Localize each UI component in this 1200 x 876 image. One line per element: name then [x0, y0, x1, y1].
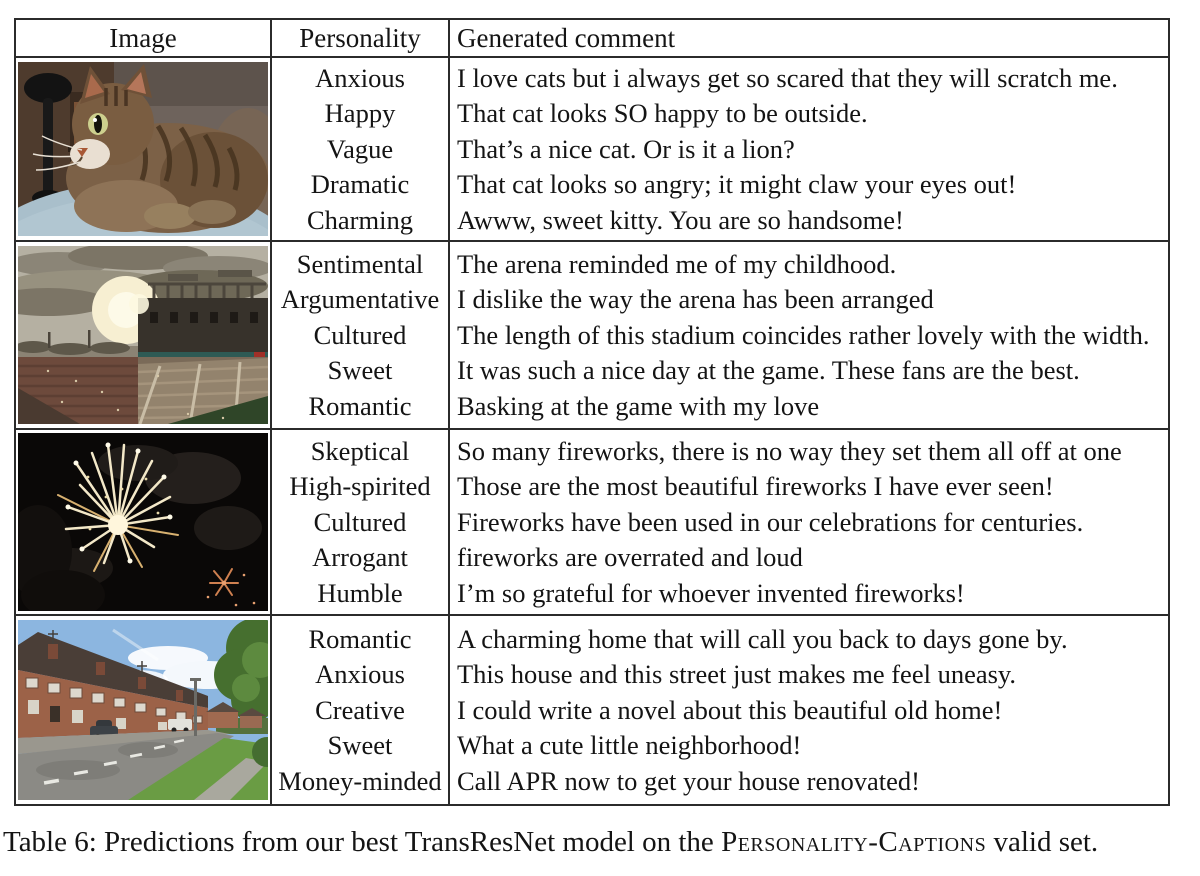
personality-label: Sweet: [327, 730, 393, 760]
caption-suffix: valid set.: [986, 826, 1099, 858]
comment-list: [450, 242, 1168, 430]
generated-comment: Basking at the game with my love: [457, 390, 820, 421]
comment-list: [450, 58, 1168, 242]
personality-list: [272, 430, 450, 616]
caption-prefix: Table 6: Predictions from our best TransResNet model on the: [3, 826, 722, 858]
personality-label: Romantic: [308, 623, 412, 654]
personality-list: [272, 58, 450, 242]
personality-label: Cultured: [313, 319, 407, 350]
generated-comment: I dislike the way the arena has been arranged: [457, 284, 934, 314]
generated-comment: That cat looks so angry; it might claw your eyes out!: [457, 169, 1017, 199]
generated-comment: What a cute little neighborhood!: [457, 730, 802, 760]
stadium-image-cell: [16, 242, 272, 430]
column-header-generated-comment: Generated comment: [450, 20, 1168, 58]
personality-label: Sweet: [327, 355, 393, 385]
fireworks-photo: [18, 433, 268, 611]
stadium-photo: [18, 246, 268, 424]
comment-list: [450, 430, 1168, 616]
column-header-image: Image: [16, 20, 272, 58]
predictions-table: [14, 18, 1170, 806]
personality-list: [272, 616, 450, 804]
street-image-cell: [16, 616, 272, 804]
personality-label: Cultured: [313, 506, 407, 537]
fireworks-image-cell: [16, 430, 272, 616]
generated-comment: Awww, sweet kitty. You are so handsome!: [457, 204, 904, 235]
personality-label: Happy: [324, 98, 396, 128]
generated-comment: The length of this stadium coincides rather lovely with the width.: [457, 319, 1150, 350]
generated-comment: Those are the most beautiful fireworks I have ever seen!: [457, 471, 1054, 501]
table-caption: [3, 826, 1197, 859]
comment-list: [450, 616, 1168, 804]
personality-label: Skeptical: [310, 435, 410, 466]
personality-label: Argumentative: [280, 284, 440, 314]
generated-comment: This house and this street just makes me feel uneasy.: [457, 659, 1017, 689]
personality-label: Arrogant: [312, 542, 408, 572]
column-header-personality: Personality: [272, 20, 450, 58]
personality-label: Anxious: [315, 62, 405, 93]
generated-comment: That cat looks SO happy to be outside.: [457, 98, 868, 128]
generated-comment: So many fireworks, there is no way they set them all off at one: [457, 435, 1122, 466]
generated-comment: That’s a nice cat. Or is it a lion?: [457, 133, 795, 164]
personality-label: Sentimental: [296, 248, 424, 279]
caption-dataset-name: Personality-Captions: [721, 826, 987, 858]
personality-label: High-spirited: [289, 471, 431, 501]
personality-label: Dramatic: [310, 169, 410, 199]
generated-comment: Call APR now to get your house renovated!: [457, 765, 920, 796]
personality-list: [272, 242, 450, 430]
generated-comment: Fireworks have been used in our celebrations for centuries.: [457, 506, 1084, 537]
generated-comment: fireworks are overrated and loud: [457, 542, 803, 572]
street-photo: [18, 620, 268, 800]
generated-comment: A charming home that will call you back to days gone by.: [457, 623, 1068, 654]
personality-label: Charming: [307, 204, 413, 235]
generated-comment: I’m so grateful for whoever invented fireworks!: [457, 577, 965, 608]
personality-label: Anxious: [315, 659, 405, 689]
personality-label: Creative: [315, 694, 405, 725]
generated-comment: I love cats but i always get so scared that they will scratch me.: [457, 62, 1118, 93]
generated-comment: The arena reminded me of my childhood.: [457, 248, 897, 279]
generated-comment: It was such a nice day at the game. These fans are the best.: [457, 355, 1080, 385]
personality-label: Romantic: [308, 390, 412, 421]
cat-photo: [18, 62, 268, 236]
cat-image-cell: [16, 58, 272, 242]
personality-label: Humble: [317, 577, 403, 608]
personality-label: Vague: [326, 133, 394, 164]
generated-comment: I could write a novel about this beautiful old home!: [457, 694, 1003, 725]
personality-label: Money-minded: [278, 765, 442, 796]
